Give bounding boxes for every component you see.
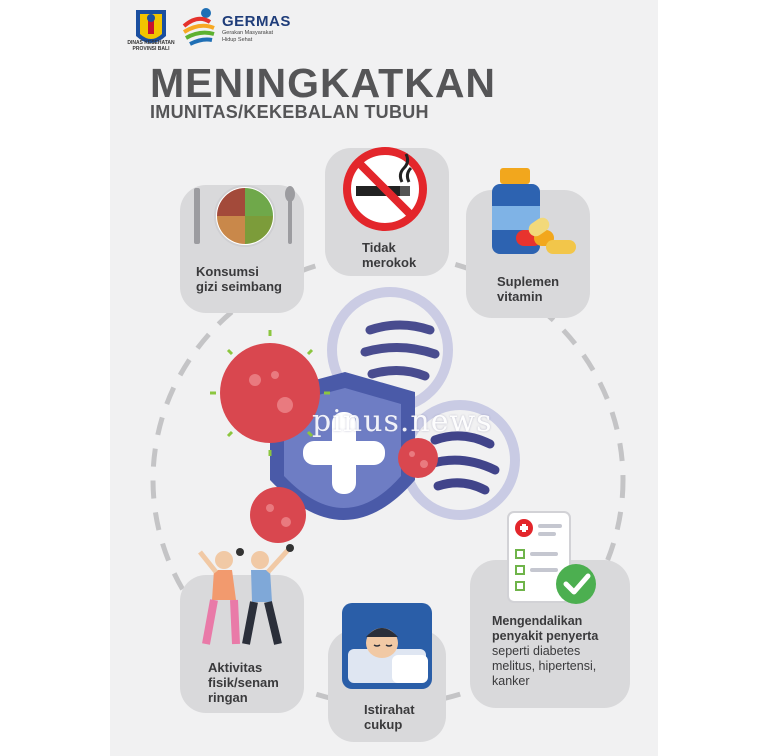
page-title: MENINGKATKAN xyxy=(150,60,497,106)
balanced-plate-icon xyxy=(190,180,300,252)
germas-logo-icon xyxy=(178,4,222,50)
supplement-bottle-icon xyxy=(482,166,582,266)
card-label-activity: Aktivitas fisik/senam ringan xyxy=(208,660,279,705)
card-label-supplement: Suplemen vitamin xyxy=(497,274,560,304)
no-smoking-icon xyxy=(342,146,428,232)
virus-icon xyxy=(398,438,438,478)
germas-tagline: Gerakan Masyarakat Hidup Sehat xyxy=(222,30,274,43)
card-label-rest: Istirahat cukup xyxy=(364,702,415,732)
card-label-nutrition: Konsumsi gizi seimbang xyxy=(196,264,282,294)
sleeping-person-icon xyxy=(342,603,432,689)
checklist-document-icon xyxy=(504,510,604,610)
watermark-text: pinus.news xyxy=(312,404,493,439)
page-subtitle: IMUNITAS/KEKEBALAN TUBUH xyxy=(150,102,429,122)
exercise-people-icon xyxy=(196,540,296,650)
germas-title: GERMAS xyxy=(222,13,291,30)
dinas-logo-text: DINAS KESEHATAN PROVINSI BALI xyxy=(127,40,175,52)
virus-icon xyxy=(250,487,306,543)
card-label-no-smoking: Tidak merokok xyxy=(362,240,417,270)
card-label-comorbidity: Mengendalikan penyakit penyerta seperti diabetes melitus, hipertensi, kanker xyxy=(492,614,599,688)
